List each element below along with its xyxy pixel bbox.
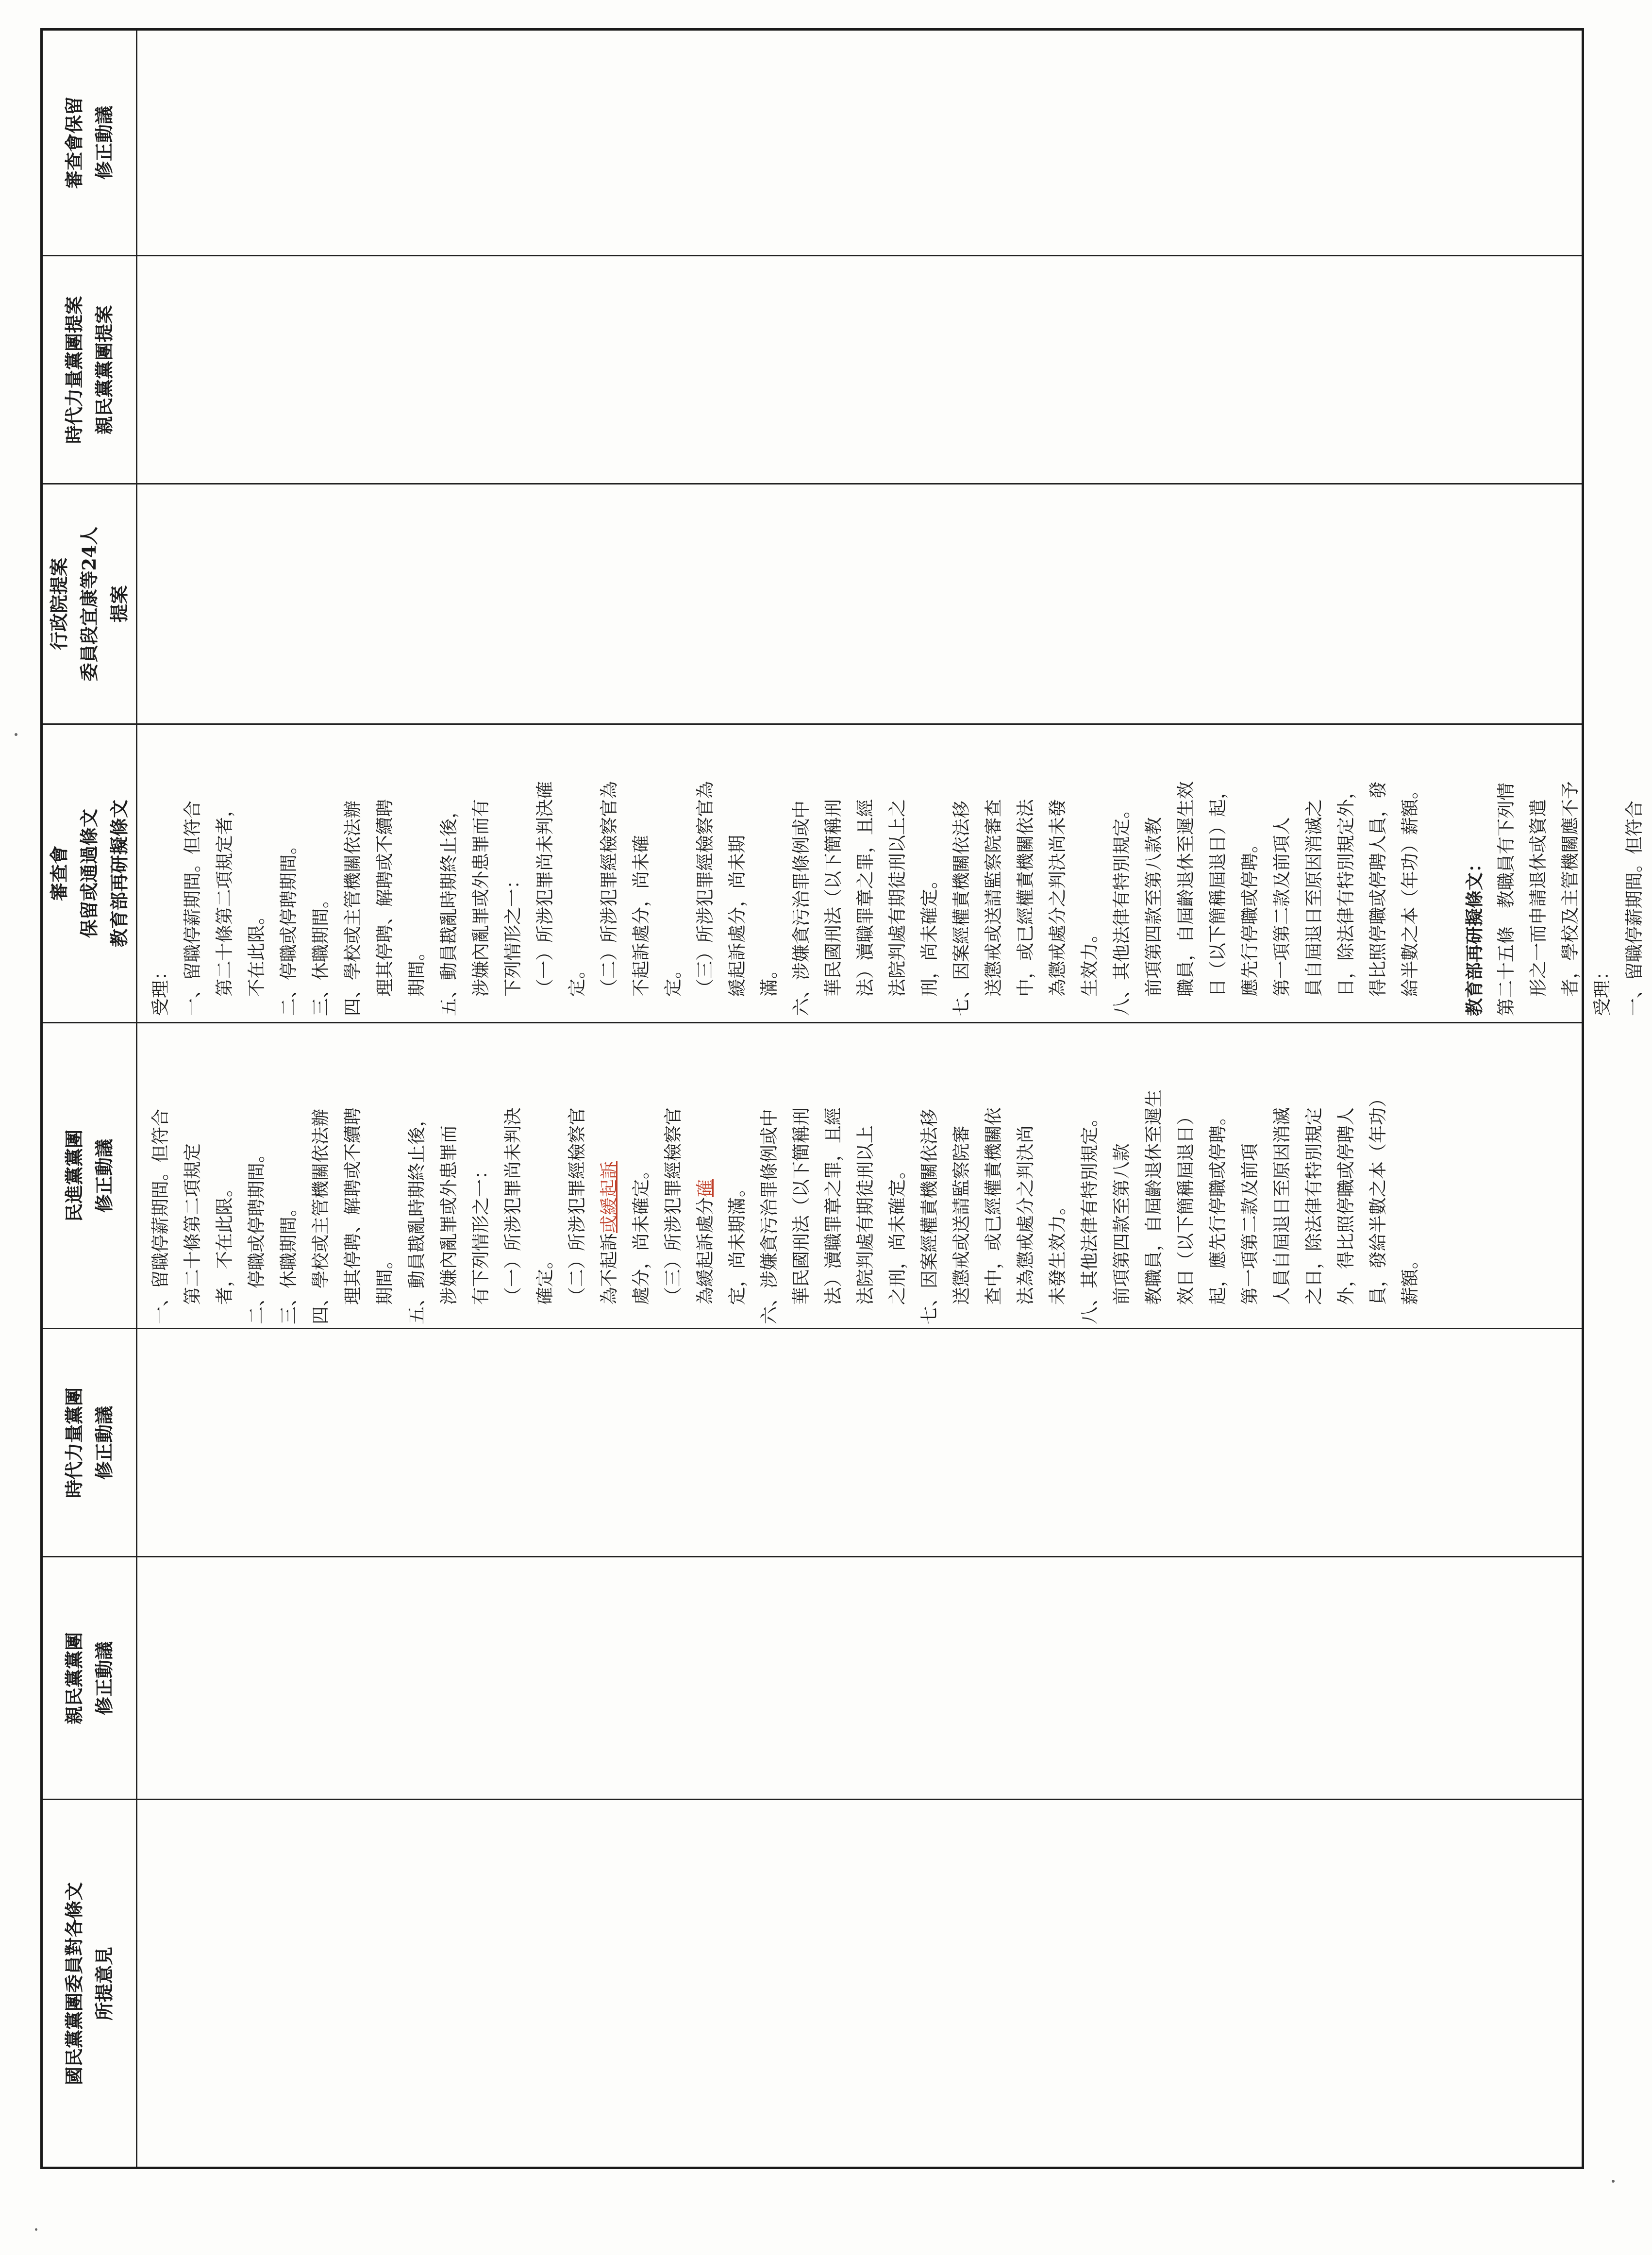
row-content-cell: [137, 1557, 1582, 1799]
text-line: 一、留職停薪期間。但符合: [150, 1109, 171, 1324]
text-line: 日，除法律有特別規定外，: [1335, 781, 1356, 997]
text-line: 確定。: [534, 1251, 555, 1305]
inserted-text: 或緩起訴: [599, 1161, 619, 1233]
text-line: 六、涉嫌貪污治罪條例或中: [759, 1109, 780, 1324]
text-line: 前項第四款至第八款: [1111, 1143, 1132, 1305]
text-line: 效日（以下簡稱屆退日）: [1175, 1107, 1196, 1305]
table-row: [43, 31, 1582, 256]
scan-speck: [15, 733, 17, 736]
text-line: 法為懲戒處分之判決尚: [1015, 1125, 1036, 1305]
text-line: （二）所涉犯罪經檢察官: [567, 1107, 587, 1305]
text-line: 員，發給半數之本（年功）: [1368, 1089, 1388, 1305]
text-line: 得比照停職或停聘人員，發: [1368, 781, 1388, 997]
text-line: 七、因案經權責機關依法移: [951, 801, 972, 1016]
text-line: 二、停職或停聘期間。: [278, 836, 299, 1016]
text-line: 者，學校及主管機關應不予: [1560, 781, 1581, 997]
text-line: 教職員，自屆齡退休至遲生: [1143, 1089, 1164, 1305]
text-line: 日（以下簡稱屆退日）起，: [1207, 781, 1228, 997]
row-heading: 審查會 保留或通過條文 教育部再研擬條文: [48, 799, 130, 948]
text-line: 人員自屆退日至原因消滅: [1271, 1107, 1292, 1305]
text-line: 第一項第二款及前項: [1239, 1143, 1260, 1305]
row-heading-cell: [43, 31, 137, 255]
text-line: 涉嫌內亂罪或外患罪而: [438, 1125, 459, 1305]
text-line: 一、留職停薪期間。但符合: [182, 801, 203, 1016]
text-line: 有下列情形之一：: [470, 1161, 491, 1305]
text-line: （一）所涉犯罪尚未判決確: [534, 781, 555, 997]
table-row: [43, 725, 1645, 1023]
row-heading: 國民黨黨團委員對各條文 所提意見: [63, 1882, 115, 2085]
scan-speck: [1612, 2180, 1615, 2183]
scan-speck: [35, 2228, 37, 2231]
row-heading-cell: [43, 484, 137, 723]
text-line: （三）所涉犯罪經檢察官: [663, 1107, 684, 1305]
text-line: 一、留職停薪期間。但符合: [1624, 801, 1645, 1016]
table-row: [43, 256, 1582, 484]
text-line: 不起訴處分，尚未確: [631, 835, 651, 997]
text-line: 法）瀆職罪章之罪，且經: [823, 1107, 844, 1305]
text-line: 之刑，尚未確定。: [887, 1161, 908, 1305]
text-line: 第二十五條 教職員有下列情: [1496, 783, 1517, 1016]
text-line: 第二十條第二項規定: [182, 1143, 203, 1305]
text-line: 緩起訴處分，尚未期: [727, 835, 748, 997]
text-line: 為懲戒處分之判決尚未發: [1047, 799, 1068, 997]
text-line: 三、休職期間。: [278, 1199, 299, 1324]
text-line: 中，或已經權責機關依法: [1015, 799, 1036, 997]
text-line: 期間。: [374, 1251, 395, 1305]
text-line: （二）所涉犯罪經檢察官為: [599, 781, 619, 997]
row-content-cell: [137, 256, 1582, 483]
table-row: [43, 1800, 1582, 2167]
row-heading: 時代力量黨團提案 親民黨黨團提案: [63, 296, 115, 444]
text-line: 定，尚未期滿。: [727, 1179, 748, 1305]
row-heading: 審查會保留 修正動議: [63, 96, 115, 189]
row-heading-cell: [43, 1800, 137, 2167]
row-heading: 民進黨黨團 修正動議: [63, 1129, 115, 1222]
text-line: 三、休職期間。: [310, 890, 331, 1016]
text-line: 受理：: [150, 962, 171, 1016]
text-line: 外，得比照停職或停聘人: [1335, 1107, 1356, 1305]
text-line: 刑，尚未確定。: [919, 871, 940, 997]
comparison-table: [40, 28, 1645, 2169]
text-line: 查中，或已經權責機關依: [983, 1107, 1004, 1305]
table-row: [43, 484, 1582, 725]
text-line: （一）所涉犯罪尚未判決: [502, 1107, 523, 1305]
text-line: 法）瀆職罪章之罪，且經: [855, 799, 876, 997]
text-line: 七、因案經權責機關依法移: [919, 1109, 940, 1324]
text-line: 前項第四款至第八款教: [1143, 817, 1164, 997]
text-line: 五、動員戡亂時期終止後，: [406, 1109, 427, 1324]
text-line: 理其停聘、解聘或不續聘: [342, 1107, 363, 1305]
row-content-cell: [137, 31, 1582, 255]
text-line: 生效力。: [1079, 925, 1100, 997]
row-content-cell: [137, 1329, 1582, 1556]
row-heading: 行政院提案 委員段宜康等24人 提案: [48, 526, 130, 682]
text-line: 員自屆退日至原因消滅之: [1303, 799, 1324, 997]
text-line: 六、涉嫌貪污治罪條例或中: [791, 801, 812, 1016]
text-line: 四、學校或主管機關依法辦: [310, 1109, 331, 1324]
row-heading-cell: [43, 1023, 137, 1328]
text-line: 受理：: [1592, 962, 1613, 1016]
text-line: 涉嫌內亂罪或外患罪而有: [470, 799, 491, 997]
text-line: 滿。: [759, 961, 780, 997]
text-line: 定。: [663, 961, 684, 997]
text-line: 第一項第二款及前項人: [1271, 817, 1292, 997]
text-line: 不在此限。: [246, 907, 267, 997]
row-content-cell: [137, 1023, 1582, 1328]
committee-article-text: [145, 781, 1651, 1016]
row-heading-cell: [43, 1329, 137, 1556]
text-line: 送懲戒或送請監察院審: [951, 1125, 972, 1305]
text-line: 者，不在此限。: [214, 1179, 235, 1305]
text-line: 為不起訴或緩起訴: [599, 1161, 619, 1305]
text-line: 應先行停職或停聘。: [1239, 835, 1260, 997]
text-line: 四、學校或主管機關依法辦: [342, 801, 363, 1016]
text-line: （三）所涉犯罪經檢察官為: [695, 781, 716, 997]
text-line: 華民國刑法（以下簡稱刑: [791, 1107, 812, 1305]
text-line: 起，應先行停職或停聘。: [1207, 1107, 1228, 1305]
text-line: 之日，除法律有特別規定: [1303, 1107, 1324, 1305]
text-line: 期間。: [406, 943, 427, 997]
text-line: 送懲戒或送請監察院審查: [983, 799, 1004, 997]
text-line: 給半數之本（年功）薪額。: [1400, 781, 1420, 997]
text-line: 薪額。: [1400, 1251, 1420, 1305]
text-line: 第二十條第二項規定者，: [214, 799, 235, 997]
text-line: 未發生效力。: [1047, 1197, 1068, 1305]
text-line: 八、其他法律有特別規定。: [1079, 1109, 1100, 1324]
text-line: 八、其他法律有特別規定。: [1111, 801, 1132, 1016]
table-row: [43, 1023, 1582, 1329]
text-line: 處分，尚未確定。: [631, 1161, 651, 1305]
row-content-cell: [137, 1800, 1582, 2167]
text-line: 職員，自屆齡退休至遲生效: [1175, 781, 1196, 997]
text-line: 華民國刑法（以下簡稱刑: [823, 799, 844, 997]
text-line: 理其停聘、解聘或不續聘: [374, 799, 395, 997]
row-heading: 時代力量黨團 修正動議: [63, 1387, 115, 1498]
table-row: [43, 1329, 1582, 1557]
row-heading-cell: [43, 256, 137, 483]
text-line: 五、動員戡亂時期終止後，: [438, 801, 459, 1016]
text-line: 法院判處有期徒刑以上之: [887, 799, 908, 997]
table-row: [43, 1557, 1582, 1800]
row-heading-cell: [43, 725, 137, 1022]
text-line: 教育部再研擬條文：: [1464, 854, 1485, 1016]
text-line: 法院判處有期徒刑以上: [855, 1125, 876, 1305]
inserted-text: 確: [695, 1179, 716, 1197]
text-line: 下列情形之一：: [502, 871, 523, 997]
text-line: 形之一而申請退休或資遣: [1528, 799, 1549, 997]
text-line: 定。: [567, 961, 587, 997]
row-content-cell: [137, 484, 1582, 723]
text-line: [1426, 781, 1458, 1016]
dpp-amendment-text: [145, 1089, 1426, 1324]
text-line: 為緩起訴處分確: [695, 1179, 716, 1305]
row-heading-cell: [43, 1557, 137, 1799]
row-content-cell: [137, 725, 1645, 1022]
text-line: 二、停職或停聘期間。: [246, 1145, 267, 1324]
row-heading: 親民黨黨團 修正動議: [63, 1632, 115, 1724]
